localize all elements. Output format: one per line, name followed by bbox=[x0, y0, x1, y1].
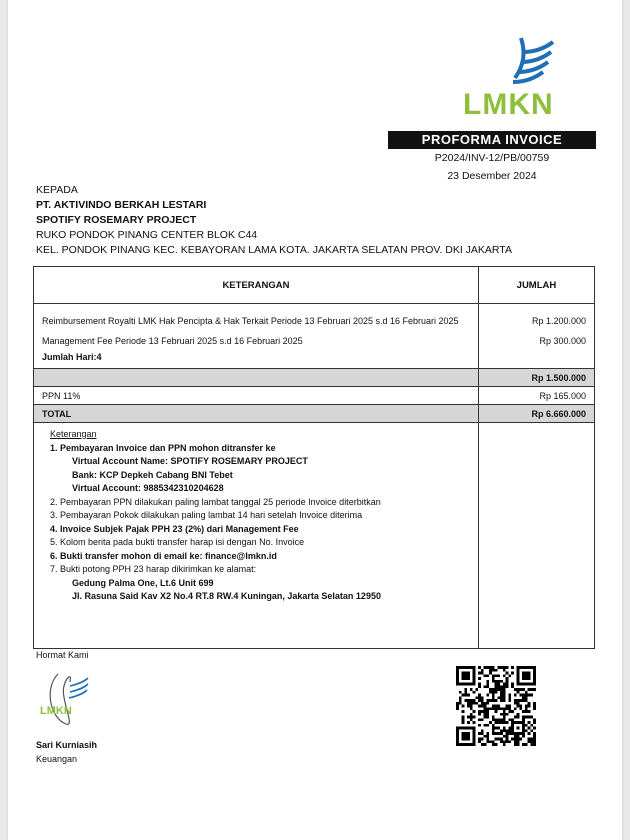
item-description: Reimbursement Royalti LMK Hak Pencipta & Hak Terkait Periode 13 Februari 2025 s.d 16 Februari 2025 bbox=[34, 304, 479, 327]
lmkn-logo bbox=[463, 36, 555, 126]
note-line: 1. Pembayaran Invoice dan PPN mohon ditransfer ke bbox=[50, 442, 276, 453]
notes-list bbox=[50, 442, 470, 604]
notes-cell bbox=[34, 423, 479, 649]
invoice-table bbox=[33, 266, 595, 649]
svg-text:LMKN: LMKN bbox=[40, 705, 72, 717]
table-row bbox=[34, 326, 595, 346]
recipient-address-2: KEL. PONDOK PINANG KEC. KEBAYORAN LAMA KOTA. JAKARTA SELATAN PROV. DKI JAKARTA bbox=[36, 244, 512, 256]
note-line: 3. Pembayaran Pokok dilakukan paling lambat 14 hari setelah Invoice diterima bbox=[50, 510, 363, 520]
invoice-date: 23 Desember 2024 bbox=[447, 170, 537, 182]
note-line: 5. Kolom berita pada bukti transfer harap isi dengan No. Invoice bbox=[50, 537, 305, 547]
recipient-company: PT. AKTIVINDO BERKAH LESTARI bbox=[36, 199, 207, 211]
note-line: 4. Invoice Subjek Pajak PPH 23 (2%) dari Management Fee bbox=[50, 523, 299, 534]
table-header-row bbox=[34, 267, 595, 304]
ppn-label: PPN 11% bbox=[34, 387, 479, 405]
signer-name: Sari Kurniasih bbox=[36, 740, 98, 750]
note-line: 2. Pembayaran PPN dilakukan paling lambat tanggal 25 periode Invoice diterbitkan bbox=[50, 496, 381, 507]
ppn-value: Rp 165.000 bbox=[478, 387, 594, 405]
note-line: Jl. Rasuna Said Kav X2 No.4 RT.8 RW.4 Kuningan, Jakarta Selatan 12950 bbox=[72, 591, 381, 601]
note-line: Virtual Account: 9885342310204628 bbox=[72, 483, 224, 493]
item-amount: Rp 300.000 bbox=[478, 326, 594, 346]
note-line: Bank: KCP Depkeh Cabang BNI Tebet bbox=[72, 469, 233, 480]
signer-role: Keuangan bbox=[36, 754, 78, 764]
logo-text: LMKN bbox=[463, 88, 554, 121]
qr-code-icon bbox=[452, 666, 540, 746]
signature-block bbox=[36, 650, 106, 764]
invoice-page bbox=[8, 0, 622, 840]
item-amount: Rp 1.200.000 bbox=[478, 304, 594, 327]
note-line: Gedung Palma One, Lt.6 Unit 699 bbox=[72, 577, 214, 588]
note-line: 6. Bukti transfer mohon di email ke: finance@lmkn.id bbox=[50, 550, 277, 561]
item-description: Management Fee Periode 13 Februari 2025 s.d 16 Februari 2025 bbox=[34, 326, 479, 346]
signature-icon bbox=[36, 668, 106, 732]
recipient-label: KEPADA bbox=[36, 184, 78, 196]
days-row bbox=[34, 346, 595, 369]
total-label: TOTAL bbox=[34, 405, 479, 423]
recipient-address-1: RUKO PONDOK PINANG CENTER BLOK C44 bbox=[36, 229, 258, 241]
invoice-number: P2024/INV-12/PB/00759 bbox=[434, 152, 550, 164]
invoice-title: PROFORMA INVOICE bbox=[388, 131, 596, 149]
table-row bbox=[34, 304, 595, 327]
days-count: Jumlah Hari:4 bbox=[34, 346, 479, 369]
subtotal-value: Rp 1.500.000 bbox=[478, 369, 594, 387]
total-value: Rp 6.660.000 bbox=[478, 405, 594, 423]
closing-text: Hormat Kami bbox=[36, 650, 89, 660]
column-header-description: KETERANGAN bbox=[34, 267, 479, 304]
note-line: 7. Bukti potong PPH 23 harap dikirimkan ke alamat: bbox=[50, 564, 257, 574]
subtotal-row bbox=[34, 369, 595, 387]
ppn-row bbox=[34, 387, 595, 405]
logo-wave-icon bbox=[463, 36, 555, 92]
notes-row bbox=[34, 423, 595, 649]
note-line: Virtual Account Name: SPOTIFY ROSEMARY PROJECT bbox=[72, 456, 308, 466]
total-row bbox=[34, 405, 595, 423]
recipient-project: SPOTIFY ROSEMARY PROJECT bbox=[36, 214, 197, 226]
column-header-amount: JUMLAH bbox=[478, 267, 594, 304]
signature-stamp bbox=[36, 668, 106, 732]
notes-title: Keterangan bbox=[50, 429, 97, 439]
